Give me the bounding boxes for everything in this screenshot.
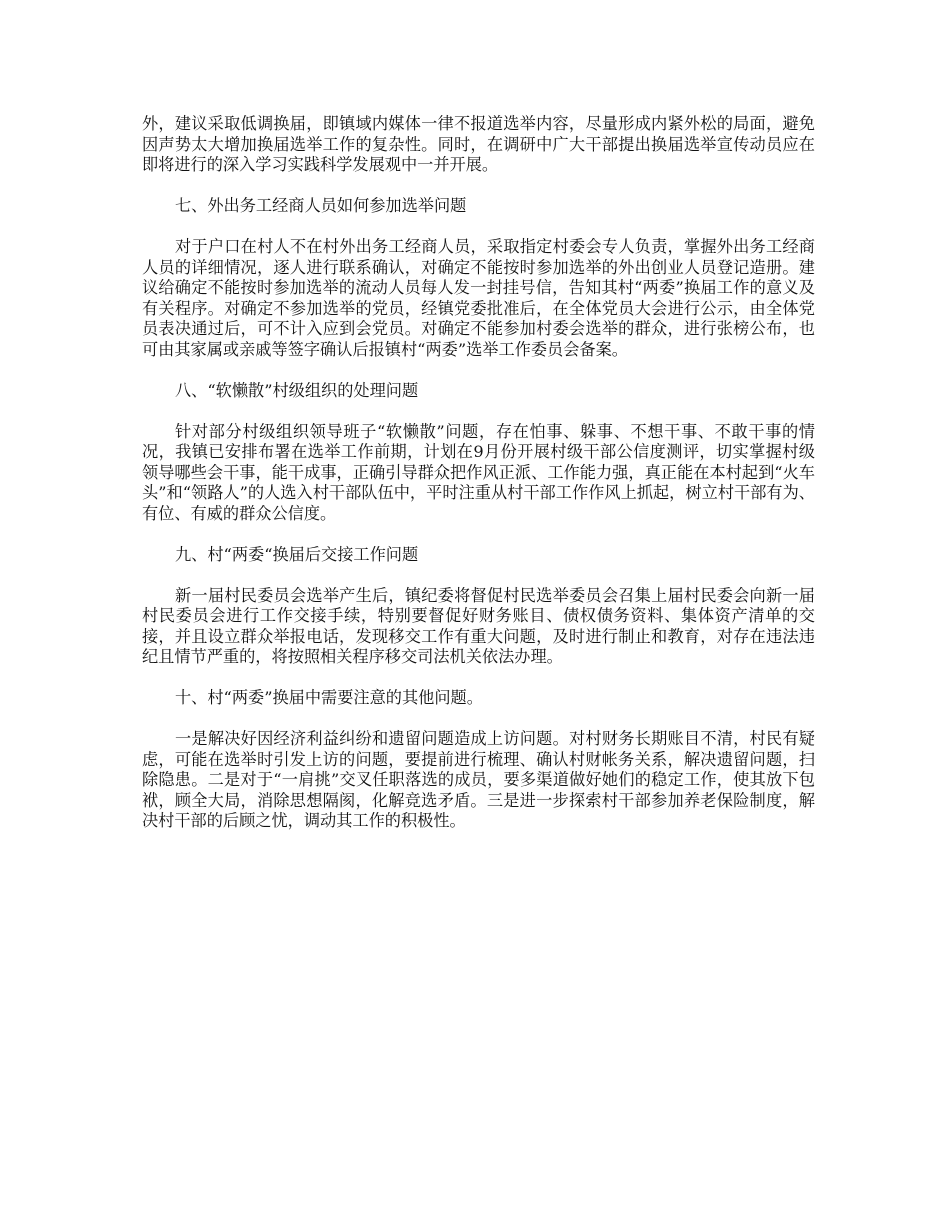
paragraph-section-9: 新一届村民委员会选举产生后，镇纪委将督促村民选举委员会召集上届村民委会向新一届村民委员会进行工作交接手续，特别要督促好财务账目、债权债务资料、集体资产清单的交接，并且设立群众举报电话，发现移交工作有重大问题，及时进行制止和教育，对存在违法违纪且情节严重的，将按照相关程序移交司法机关依法办理。 (142, 585, 815, 666)
section-heading-7: 七、外出务工经商人员如何参加选举问题 (175, 196, 467, 215)
section-heading-9: 九、村“两委“换届后交接工作问题 (175, 544, 419, 564)
paragraph-section-10: 一是解决好因经济利益纠纷和遗留问题造成上访问题。对村财务长期账目不清，村民有疑虑，可能在选举时引发上访的问题，要提前进行梳理、确认村财帐务关系，解决遗留问题，扫除隐患。二是对于“一肩挑”交叉任职落选的成员，要多渠道做好她们的稳定工作，使其放下包袱，顾全大局，消除思想隔阂，化解竞选矛盾。三是进一步探索村干部参加养老保险制度，解决村干部的后顾之忧，调动其工作的积极性。 (142, 729, 815, 830)
document-body (142, 114, 815, 852)
section-heading-10: 十、村“两委”换届中需要注意的其他问题。 (175, 688, 483, 707)
section-heading-8: 八、“软懒散”村级组织的处理问题 (175, 380, 419, 400)
paragraph-continuation: 外，建议采取低调换届，即镇域内媒体一律不报道选举内容，尽量形成内紧外松的局面，避免因声势太大增加换届选举工作的复杂性。同时，在调研中广大干部提出换届选举宣传动员应在即将进行的深入学习实践科学发展观中一并开展。 (142, 114, 815, 174)
paragraph-section-8: 针对部分村级组织领导班子“软懒散”问题，存在怕事、躲事、不想干事、不敢干事的情况，我镇已安排布署在选举工作前期，计划在9月份开展村级干部公信度测评，切实掌握村级领导哪些会干事，能干成事，正确引导群众把作风正派、工作能力强，真正能在本村起到“火车头”和“领路人”的人选入村干部队伍中，平时注重从村干部工作作风上抓起，树立村干部有为、有位、有威的群众公信度。 (142, 421, 815, 523)
paragraph-section-7: 对于户口在村人不在村外出务工经商人员，采取指定村委会专人负责，掌握外出务工经商人员的详细情况，逐人进行联系确认，对确定不能按时参加选举的外出创业人员登记造册。建议给确定不能按时参加选举的流动人员每人发一封挂号信，告知其村“两委”换届工作的意义及有关程序。对确定不参加选举的党员，经镇党委批准后，在全体党员大会进行公示，由全体党员表决通过后，可不计入应到会党员。对确定不能参加村委会选举的群众，进行张榜公布，也可由其家属或亲戚等签字确认后报镇村“两委”选举工作委员会备案。 (142, 237, 815, 359)
